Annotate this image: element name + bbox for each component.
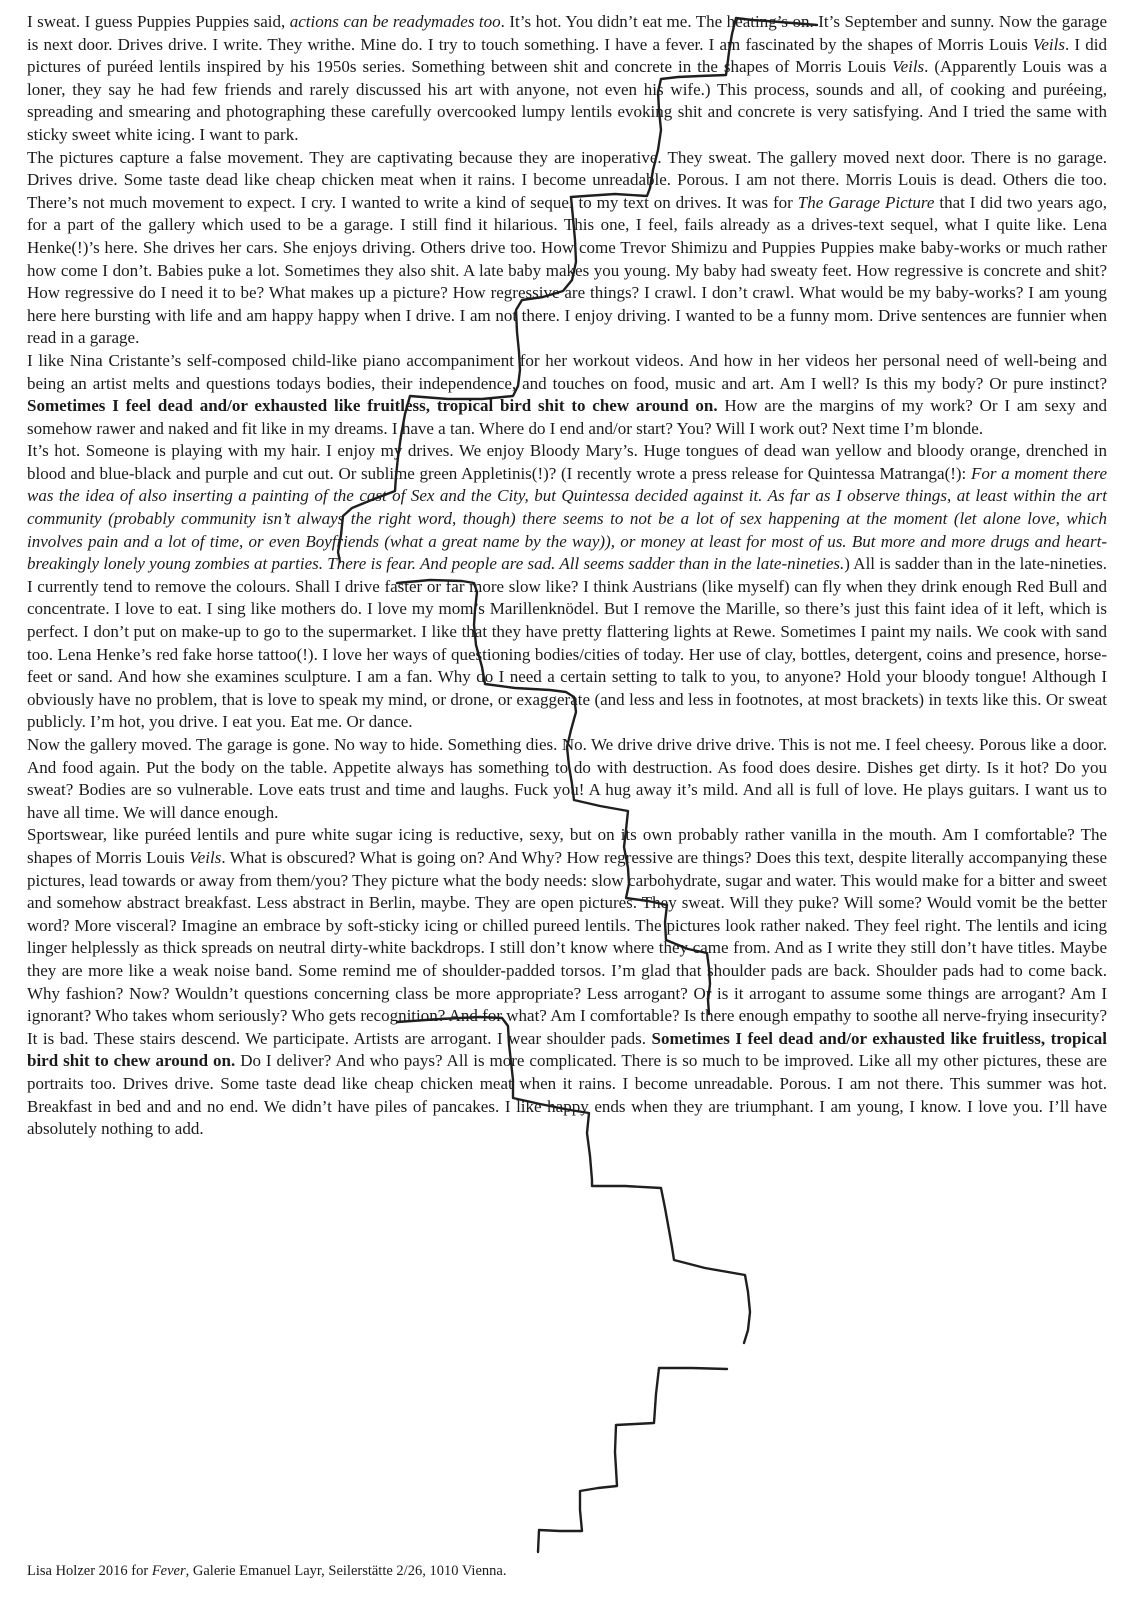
text-run: Do I deliver? And who pays? All is more complicated. There is so much to be improved. Like all my other pictures, these are portraits too. Drives drive. Some taste dead like cheap chicken meat when it rains. I become unreadable. Porous. I am not there. This summer was hot. Breakfast in bed and and no end. We didn’t have piles of pancakes. I like happy ends when they are triumphant. I am young, I know. I love you. I’ll have absolutely nothing to add. <box>27 1051 1107 1139</box>
text-run: The pictures capture a false movement. They are captivating because they are inoperative. They sweat. The gallery moved next door. There is no garage. Drives drive. Some taste dead like cheap chicken meat when it rains. I become unreadable. Porous. I am not there. Morris Louis is dead. Others die too. There’s not much movement to expect. I cry. I wanted to write a kind of sequel to my text on drives. It was for <box>27 147 1107 212</box>
text-run: . I did pictures of puréed lentils inspired by his 1950s series. Something between shit and concrete in the shapes of Morris Louis <box>27 34 1107 77</box>
text-run: , Galerie Emanuel Layr, Seilerstätte 2/26, 1010 Vienna. <box>185 1563 507 1579</box>
text-run: Now the gallery moved. The garage is gone. No way to hide. Something dies. No. We drive drive drive drive. This is not me. I feel cheesy. Porous like a door. And food again. Put the body on the table. Appetite always has something to do with destruction. As food does desire. Dishes get dirty. Is it hot? Do you sweat? Bodies are so vulnerable. Love eats trust and time and laughs. Fuck you! A hug away it’s mild. And all is full of love. He plays guitars. I want us to have all time. We will dance enough. <box>27 735 1107 822</box>
credit-line <box>27 1563 506 1580</box>
italic-run: Fever <box>151 1563 186 1579</box>
essay-paragraph <box>27 11 1107 147</box>
essay-paragraph <box>27 147 1107 350</box>
text-run: It’s hot. Someone is playing with my hair. I enjoy my drives. We enjoy Bloody Mary’s. Huge tongues of dead wan yellow and bloody orange, drenched in blood and blue-black and purple and cut out. Or sublime green Appletinis(!)? (I recently wrote a press release for Quintessa Matranga(!): <box>27 441 1107 483</box>
text-run: ) All is sadder than in the late-nineties. I currently tend to remove the colours. Shall I drive faster or far more slow like? I think Austrians (like myself) can fly when they drink enough Red Bull and concentrate. I love to eat. I sing like mothers do. I love my mom’s Marillenknödel. But I remove the Marille, so there’s just this faint idea of it left, which is perfect. I don’t put on make-up to go to the supermarket. I like that they have pretty flattering lights at Rewe. Sometimes I paint my nails. We cook with sand too. Lena Henke’s red fake horse tattoo(!). I love her ways of questioning bodies/cities of today. Her use of clay, bottles, detergent, coins and presence, horse-feet or sand. And how she examines sculpture. I am a fan. Why do I need a certain setting to talk to you, to anyone? Hold your bloody tongue! Although I obviously have no problem, that is love to speak my mind, or drone, or exaggerate (and less and less in footnotes, at most brackets) in texts like this. Or sweat publicly. I’m hot, you drive. I eat you. Eat me. Or dance. <box>27 554 1107 732</box>
italic-run: Veils <box>189 847 222 867</box>
italic-run: Veils <box>892 57 925 77</box>
essay-text <box>27 11 1107 1141</box>
essay-paragraph <box>27 824 1107 1140</box>
italic-run: The Garage Picture <box>797 192 935 212</box>
text-run: Sportswear, like puréed lentils and pure white sugar icing is reductive, sexy, but on its own probably rather vanilla in the mouth. Am I comfortable? The shapes of Morris Louis <box>27 825 1107 867</box>
italic-run: For a moment there was the idea of also inserting a painting of the cast of Sex and the City, but Quintessa decided against it. As far as I observe things, at least within the art community (probably community isn’t always the right word, though) there seems to not be a lot of sex happening at the moment (let alone love, which involves pain and a lot of time, or even Boyfriends (what a great name by the way)), or money at least for most of us. But more and more drugs and heart-breakingly lonely young zombies at parties. There is fear. And people are sad. All seems sadder than in the late-nineties. <box>27 463 1107 574</box>
italic-run: actions can be readymades too <box>289 12 501 31</box>
text-run: . What is obscured? What is going on? And Why? How regressive are things? Does this text, despite literally accompanying these pictures, lead towards or away from them/you? They picture what the body needs: slow carbohydrate, sugar and water. This would make for a bitter and sweet and somehow abstract breakfast. Less abstract in Berlin, maybe. They are open pictures. They sweat. Will they puke? Will some? Would vomit be the better word? More visceral? Imagine an embrace by soft-sticky icing or chilled pureed lentils. The pictures look rather naked. They feel right. The lentils and icing linger helplessly as thick spreads on neutral dirty-white backdrops. I still don’t know where they came from. And as I write they still don’t have titles. Maybe they are more like a weak noise band. Some remind me of shoulder-padded torsos. I’m glad that shoulder pads are back. Shoulder pads had to come back. Why fashion? Now? Wouldn’t questions concerning class be more appropriate? Less arrogant? Or is it arrogant to assume some things are arrogant? Am I ignorant? Who takes whom seriously? Who gets recognition? And for what? Am I comfortable? Is there enough empathy to soothe all nerve-frying insecurity? It is bad. These stairs descend. We participate. Artists are arrogant. I wear shoulder pads. <box>27 847 1107 1048</box>
text-run: I sweat. I guess Puppies Puppies said, <box>27 12 290 31</box>
hand-drawn-stroke <box>538 1368 727 1552</box>
italic-run: Veils <box>1032 34 1065 54</box>
text-run: . (Apparently Louis was a loner, they say he had few friends and rarely discussed his art with anyone, not even his wife.) This process, sounds and all, of cooking and puréeing, spreading and smearing and photographing these carefully overcooked lumpy lentils evoking shit and concrete is very satisfying. And I tried the same with sticky sweet white icing. I want to park. <box>27 57 1107 144</box>
essay-paragraph <box>27 440 1107 734</box>
text-run: Lisa Holzer 2016 for <box>27 1563 152 1579</box>
text-run: I like Nina Cristante’s self-composed child-like piano accompaniment for her workout videos. And how in her videos her personal need of well-being and being an artist melts and questions todays bodies, their independence, and touches on food, music and art. Am I well? Is this my body? Or pure instinct? <box>27 350 1107 393</box>
bold-run: Sometimes I feel dead and/or exhausted like fruitless, tropical bird shit to chew around on. <box>27 396 718 416</box>
essay-paragraph <box>27 734 1107 824</box>
text-run: that I did two years ago, for a part of the gallery which used to be a garage. I still find it hilarious. This one, I feel, fails already as a drives-text sequel, what I quite like. Lena Henke(!)’s here. She drives her cars. She enjoys driving. Others drive too. How come Trevor Shimizu and Puppies Puppies make baby-works or much rather how come I don’t. Babies puke a lot. Sometimes they also shit. A late baby makes you young. My baby had sweaty feet. How regressive is concrete and shit? How regressive do I need it to be? What makes up a picture? How regressive are things? I crawl. I don’t crawl. What would be my baby-works? I am young here here bursting with life and am happy happy when I drive. I am not there. I enjoy driving. I wanted to be a funny mom. Drive sentences are funnier when read in a garage. <box>27 192 1107 348</box>
text-run: . It’s hot. You didn’t eat me. The heating’s on. It’s September and sunny. Now the garage is next door. Drives drive. I write. They writhe. Mine do. I try to touch something. I have a fever. I am fascinated by the shapes of Morris Louis <box>27 12 1108 54</box>
bold-run: Sometimes I feel dead and/or exhausted like fruitless, tropical bird shit to chew around on. <box>27 1028 1107 1071</box>
essay-paragraph <box>27 350 1107 440</box>
text-run: How are the margins of my work? Or I am sexy and somehow rawer and naked and fit like in my dreams. I have a tan. Where do I end and/or start? You? Will I work out? Next time I’m blonde. <box>27 396 1107 438</box>
